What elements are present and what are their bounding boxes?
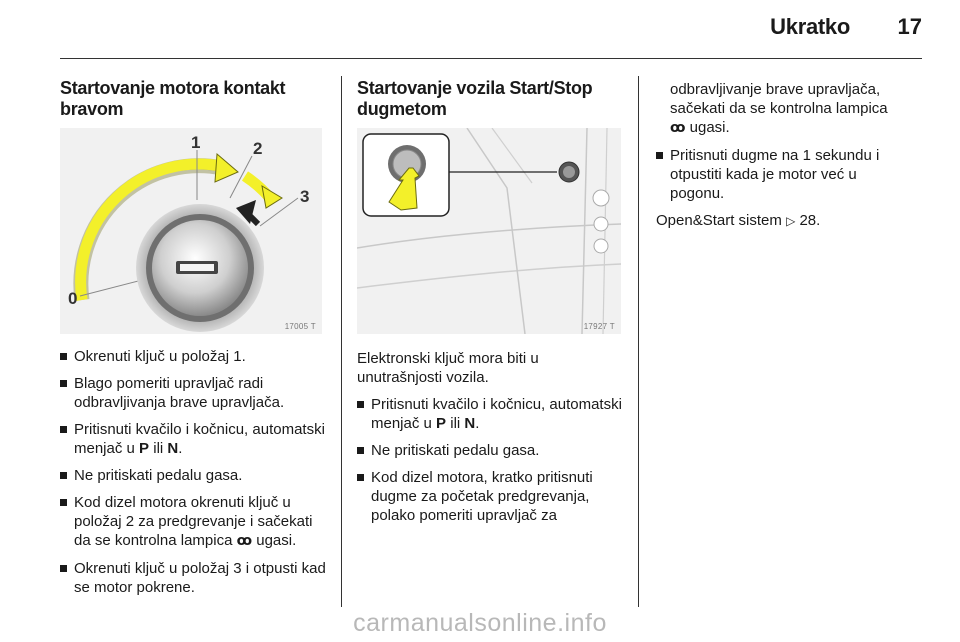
cross-reference <box>656 211 906 231</box>
bullet-text: . <box>475 415 480 432</box>
bullet-square-icon <box>357 474 364 481</box>
bullet-text: Kod dizel motora okrenuti ključ u položaj 2 za predgrevanje i sačekati da se kontrolna lampica <box>74 494 313 549</box>
bullet-text: Pritisnuti dugme na 1 sekundu i otpustiti kada je motor već u pogonu. <box>670 147 880 202</box>
ignition-figure <box>60 128 322 334</box>
bullet-text: Okrenuti ključ u položaj 1. <box>74 348 246 365</box>
bullet-text: ili <box>446 415 465 432</box>
page-reference-arrow-icon: ▷ <box>786 214 796 228</box>
bullet-text: Blago pomeriti upravljač radi odbravljivanja brave upravljača. <box>74 375 285 411</box>
bullet-square-icon <box>60 499 67 506</box>
reference-text: Open&Start sistem <box>656 212 782 229</box>
bullet-square-icon <box>357 447 364 454</box>
middle-heading: Startovanje vozila Start/Stop dugmetom <box>357 78 593 119</box>
watermark: carmanualsonline.info <box>353 609 607 637</box>
bullet-item <box>60 347 332 366</box>
figure-label-1: 1 <box>191 133 201 152</box>
intro-paragraph: Elektronski ključ mora biti u unutrašnjosti vozila. <box>357 350 539 386</box>
bullet-text: ugasi. <box>685 119 730 136</box>
bullet-item <box>656 146 906 203</box>
bullet-item <box>60 466 332 485</box>
middle-text <box>357 349 627 525</box>
continued-bullet <box>656 80 906 138</box>
gear-p-label: P <box>436 415 447 432</box>
right-column <box>656 80 906 231</box>
figure-label-0: 0 <box>68 289 78 308</box>
start-button-illustration <box>357 128 621 334</box>
bullet-text: odbravljivanje brave upravljača, sačekati da se kontrolna lampica <box>670 81 888 117</box>
gear-n-label: N <box>167 440 179 457</box>
figure-label-2: 2 <box>253 139 263 158</box>
glow-plug-icon: ꝏ <box>236 533 253 549</box>
bullet-item <box>60 493 332 551</box>
bullet-text: ili <box>149 440 168 457</box>
bullet-square-icon <box>60 426 67 433</box>
glow-plug-icon: ꝏ <box>670 120 686 136</box>
bullet-square-icon <box>60 472 67 479</box>
bullet-item <box>60 374 332 412</box>
column-divider-2 <box>638 76 639 607</box>
bullet-text: Okrenuti ključ u položaj 3 i otpusti kad se motor pokrene. <box>74 560 326 596</box>
left-heading: Startovanje motora kontakt bravom <box>60 78 286 119</box>
start-button-figure <box>357 128 621 334</box>
figure-code: 17927 T <box>583 322 615 331</box>
bullet-square-icon <box>656 152 663 159</box>
section-title: Ukratko <box>770 14 850 39</box>
bullet-item <box>60 420 332 458</box>
figure-label-3: 3 <box>300 187 310 206</box>
bullet-text: . <box>178 440 183 457</box>
figure-code: 17005 T <box>284 322 316 331</box>
bullet-text: Pritisnuti kvačilo i kočnicu, automatski menjač u <box>371 396 622 432</box>
column-divider-1 <box>341 76 342 607</box>
page-number: 17 <box>897 14 922 39</box>
bullet-text: Ne pritiskati pedalu gasa. <box>74 467 243 484</box>
bullet-text: Ne pritiskati pedalu gasa. <box>371 442 540 459</box>
bullet-square-icon <box>60 380 67 387</box>
bullet-item <box>60 559 332 597</box>
bullet-square-icon <box>60 565 67 572</box>
bullet-item <box>357 395 627 433</box>
bullet-item <box>357 468 627 525</box>
bullet-item <box>357 441 627 460</box>
bullet-text: ugasi. <box>252 532 297 549</box>
bullet-text: Pritisnuti kvačilo i kočnicu, automatski menjač u <box>74 421 325 457</box>
ignition-illustration <box>60 128 322 334</box>
bullet-square-icon <box>60 353 67 360</box>
reference-page[interactable]: 28. <box>799 212 821 229</box>
gear-n-label: N <box>464 415 476 432</box>
bullet-text: Kod dizel motora, kratko pritisnuti dugme za početak predgrevanja, polako pomeriti upravljač za <box>371 469 593 524</box>
gear-p-label: P <box>139 440 150 457</box>
middle-column <box>357 78 627 120</box>
header-rule <box>60 58 922 59</box>
bullet-square-icon <box>357 401 364 408</box>
left-bullets <box>60 347 332 597</box>
left-column <box>60 78 330 120</box>
